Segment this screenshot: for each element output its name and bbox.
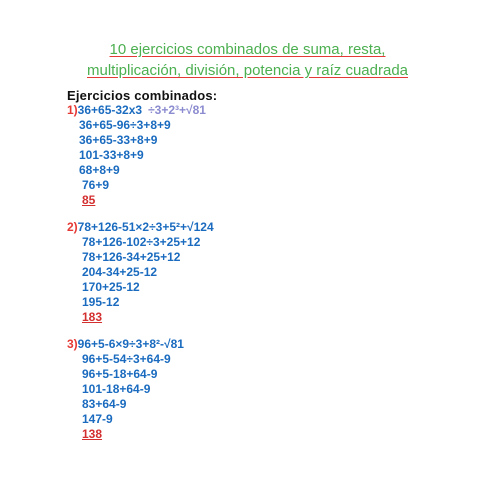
- exercise-3-line-6: 147-9: [82, 412, 113, 426]
- exercise-2-line-2: 78+126-102÷3+25+12: [82, 235, 201, 249]
- exercise-3-result: 138: [82, 427, 103, 441]
- exercise-1-result: 85: [82, 193, 96, 207]
- exercise-2-result: 183: [82, 310, 103, 324]
- title-line-2: multiplicación, división, potencia y raíz cuadrada: [87, 62, 408, 79]
- expression-text: 78+126-51×2÷3+5²+√124: [77, 220, 214, 234]
- exercise-1-line-3: 36+65-33+8+9: [79, 133, 158, 147]
- exercise-1-line-2: 36+65-96÷3+8+9: [79, 118, 171, 132]
- title-line-1: 10 ejercicios combinados de suma, resta,: [109, 41, 386, 58]
- exercise-2-line-6: 195-12: [82, 295, 120, 309]
- section-heading: Ejercicios combinados:: [67, 88, 218, 103]
- expression-tail: ÷3+2³+√81: [148, 103, 206, 117]
- exercise-1-line-4: 101-33+8+9: [79, 148, 144, 162]
- exercise-2-line-3: 78+126-34+25+12: [82, 250, 181, 264]
- exercise-number: 3): [67, 337, 78, 351]
- exercise-2-line-5: 170+25-12: [82, 280, 140, 294]
- expression-text: 96+5-6×9÷3+8²-√81: [77, 337, 184, 351]
- exercise-3-line-2: 96+5-54÷3+64-9: [82, 352, 171, 366]
- exercise-1-line-1: [67, 103, 206, 117]
- exercise-1-line-6: 76+9: [82, 178, 110, 192]
- expression-text: 36+65-32x3: [77, 103, 143, 117]
- exercise-3-line-3: 96+5-18+64-9: [82, 367, 158, 381]
- exercise-3-line-4: 101-18+64-9: [82, 382, 151, 396]
- exercise-2-line-4: 204-34+25-12: [82, 265, 158, 279]
- exercise-3-line-5: 83+64-9: [82, 397, 127, 411]
- exercise-2-line-1: [67, 220, 214, 234]
- exercise-3-line-1: [67, 337, 184, 351]
- exercise-number: 1): [67, 103, 78, 117]
- exercise-1-line-5: 68+8+9: [79, 163, 120, 177]
- exercise-number: 2): [67, 220, 78, 234]
